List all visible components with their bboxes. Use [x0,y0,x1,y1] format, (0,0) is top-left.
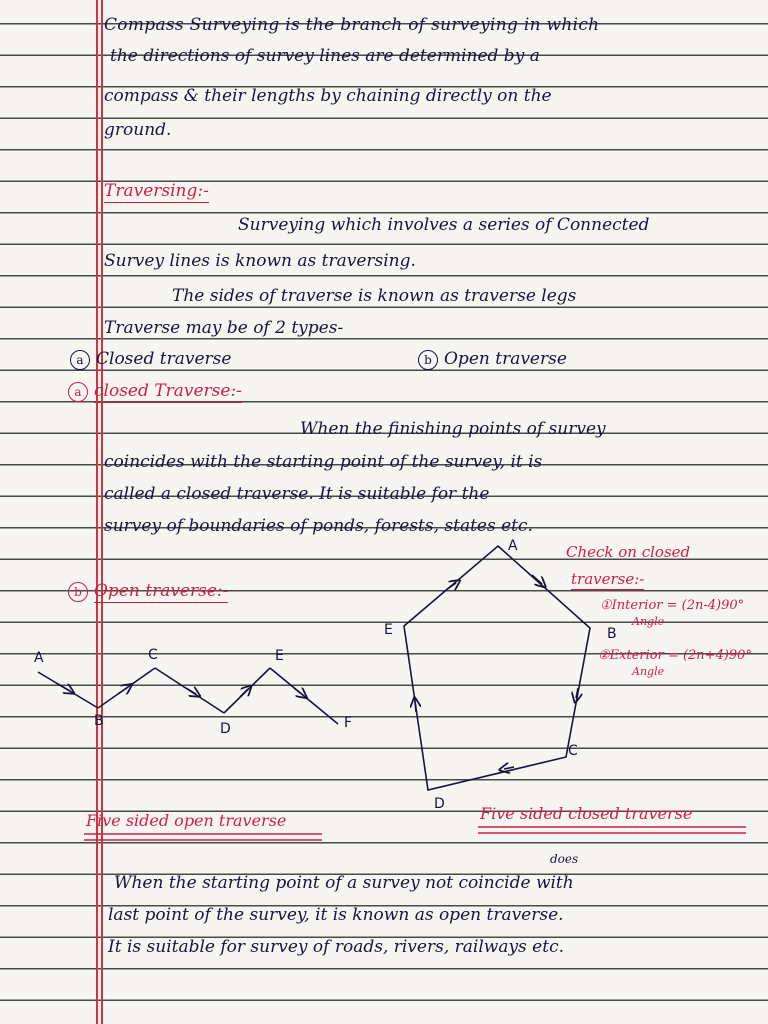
open-point-b: B [94,713,104,729]
open-heading: Open traverse:- [94,581,229,601]
closed-arrow-de [415,702,416,712]
open-point-c: C [148,647,158,663]
outro-insert-word: does [550,852,579,866]
open-arrow-bc [118,687,128,694]
check-exterior: ②Exterior = (2n+4)90° [598,648,752,663]
caption-open: Five sided open traverse [86,811,287,830]
open-arrow-ef [294,688,303,695]
open-point-a: A [34,650,44,666]
check-title-1: Check on closed [566,543,691,561]
open-marker: b [68,582,88,602]
closed-arrow-ab [532,575,542,584]
closed-line-1: When the finishing points of survey [300,419,606,439]
intro-line-2: the directions of survey lines are determined by a [110,46,540,66]
type-a-label: Closed traverse [96,349,232,369]
open-arrow-ab [58,684,70,691]
type-b-label: Open traverse [444,349,567,369]
closed-line-2: coincides with the starting point of the survey, it is [104,452,543,472]
open-point-e: E [275,648,284,664]
closed-arrow-ea [446,583,456,590]
check-exterior-sub: Angle [632,665,665,678]
intro-line-3: compass & their lengths by chaining directly on the [104,86,552,106]
closed-traverse-diagram [404,546,590,790]
intro-line-1: Compass Surveying is the branch of surveying in which [104,15,600,35]
check-interior: ①Interior = (2n-4)90° [600,598,745,613]
type-b-marker: b [418,350,438,370]
open-arrow-cd [186,688,196,694]
check-title-2: traverse:- [571,570,645,588]
type-a-marker: a [70,350,90,370]
open-point-f: F [344,715,353,731]
closed-arrow-cd [504,767,514,769]
open-leg-ef [270,668,338,724]
caption-closed: Five sided closed traverse [480,804,693,823]
check-interior-sub: Angle [632,615,665,628]
closed-point-e: E [384,622,393,638]
traversing-line-4: Traverse may be of 2 types- [104,318,344,338]
traversing-heading: Traversing:- [104,181,209,201]
outro-line-3: It is suitable for survey of roads, rivers, railways etc. [108,937,565,957]
open-arrow-de [240,689,248,697]
outro-line-2: last point of the survey, it is known as open traverse. [108,905,564,925]
closed-point-d: D [434,796,445,812]
traversing-line-1: Surveying which involves a series of Connected [238,215,650,235]
closed-polygon [404,546,590,790]
closed-point-b: B [607,626,617,642]
closed-point-a: A [508,538,518,554]
outro-line-1: When the starting point of a survey not coincide with [114,873,574,893]
open-traverse-diagram [38,668,338,724]
closed-marker: a [68,382,88,402]
intro-line-4: ground. [104,120,172,140]
closed-line-3: called a closed traverse. It is suitable for the [104,484,490,504]
closed-point-c: C [568,743,578,759]
traversing-line-2: Survey lines is known as traversing. [104,251,416,271]
traversing-line-3: The sides of traverse is known as traverse legs [172,286,577,306]
closed-line-4: survey of boundaries of ponds, forests, states etc. [104,516,533,536]
open-point-d: D [220,721,231,737]
closed-heading: closed Traverse:- [94,381,242,401]
